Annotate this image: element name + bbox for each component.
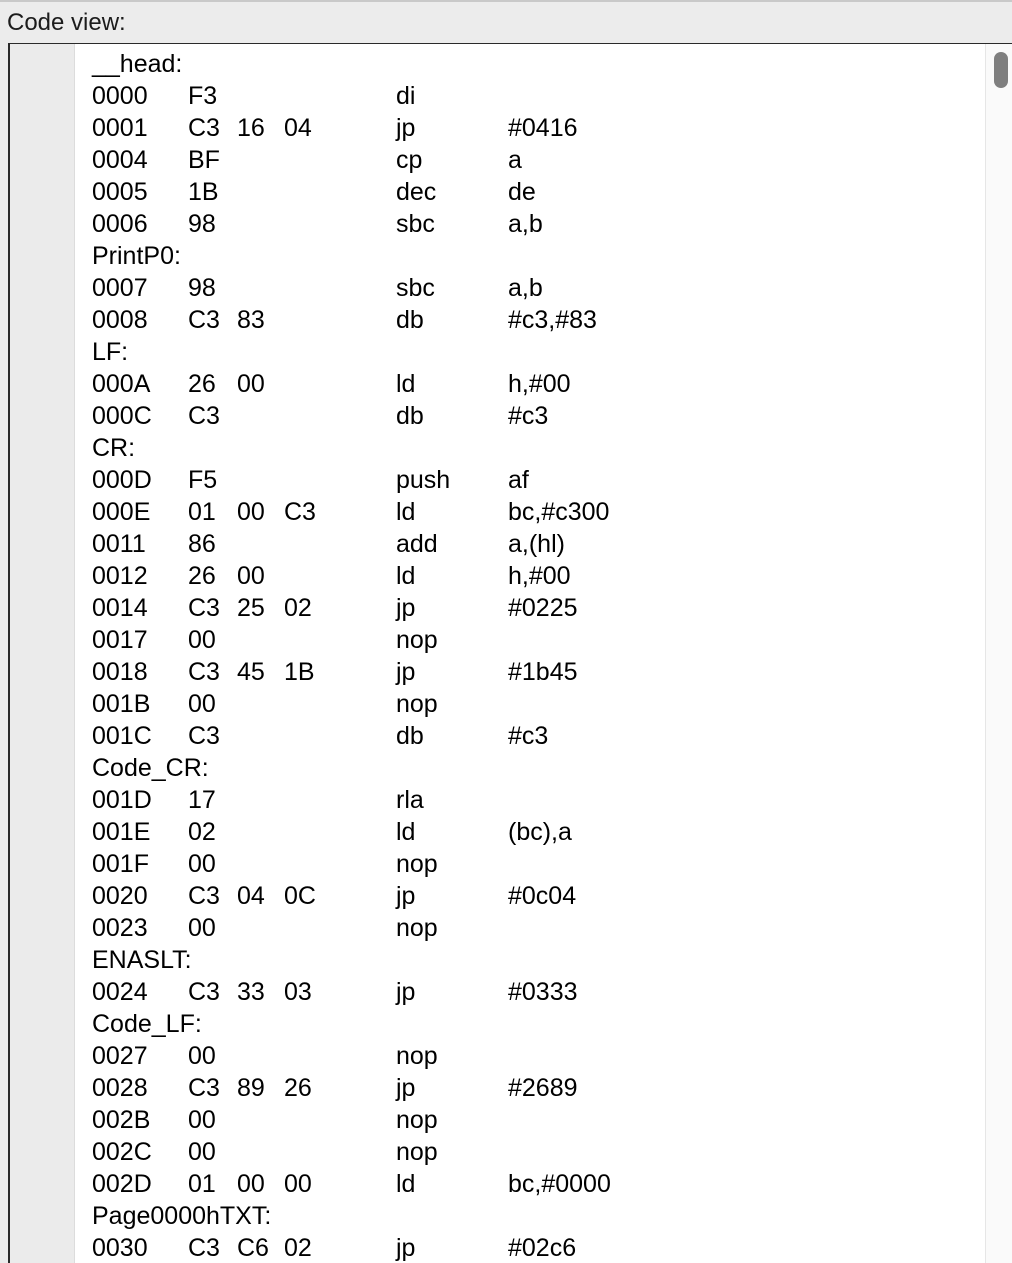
instruction-address: 000E [92, 498, 151, 526]
instruction-address: 0028 [92, 1074, 148, 1102]
instruction-address: 0000 [92, 82, 148, 110]
opcode-byte: 04 [237, 882, 265, 910]
instruction-operand: #0c04 [508, 882, 577, 910]
instruction-operand: a,b [508, 210, 543, 238]
opcode-byte: 02 [284, 1234, 312, 1262]
instruction-mnemonic: ld [396, 818, 416, 846]
instruction-mnemonic: jp [396, 1234, 416, 1262]
instruction-address: 001F [92, 850, 149, 878]
instruction-mnemonic: db [396, 402, 424, 430]
code-label: ENASLT: [92, 946, 192, 974]
instruction-operand: bc,#0000 [508, 1170, 611, 1198]
vertical-scrollbar[interactable] [985, 44, 1012, 1263]
instruction-row[interactable] [92, 1104, 972, 1136]
instruction-row[interactable] [92, 528, 972, 560]
opcode-byte: 26 [284, 1074, 312, 1102]
code-label: CR: [92, 434, 136, 462]
instruction-mnemonic: add [396, 530, 438, 558]
instruction-address: 002B [92, 1106, 151, 1134]
code-label-row[interactable] [92, 944, 972, 976]
instruction-row[interactable] [92, 144, 972, 176]
instruction-row[interactable] [92, 656, 972, 688]
instruction-operand: #c3 [508, 402, 549, 430]
code-label: Code_CR: [92, 754, 209, 782]
opcode-byte: 98 [188, 274, 216, 302]
opcode-byte: 03 [284, 978, 312, 1006]
code-label-row[interactable] [92, 752, 972, 784]
instruction-address: 0007 [92, 274, 148, 302]
code-label-row[interactable] [92, 240, 972, 272]
opcode-byte: 00 [188, 1138, 216, 1166]
instruction-mnemonic: jp [396, 114, 416, 142]
instruction-mnemonic: db [396, 306, 424, 334]
instruction-operand: de [508, 178, 536, 206]
instruction-operand: h,#00 [508, 562, 571, 590]
code-label: Page0000hTXT: [92, 1202, 272, 1230]
instruction-mnemonic: nop [396, 914, 438, 942]
instruction-operand: #2689 [508, 1074, 578, 1102]
instruction-address: 0027 [92, 1042, 148, 1070]
instruction-address: 0017 [92, 626, 148, 654]
opcode-byte: 26 [188, 562, 216, 590]
instruction-mnemonic: rla [396, 786, 424, 814]
opcode-byte: 01 [188, 498, 216, 526]
instruction-mnemonic: dec [396, 178, 437, 206]
opcode-byte: 0C [284, 882, 316, 910]
opcode-byte: C3 [188, 978, 220, 1006]
instruction-mnemonic: cp [396, 146, 423, 174]
instruction-address: 002D [92, 1170, 152, 1198]
opcode-byte: C6 [237, 1234, 269, 1262]
instruction-mnemonic: ld [396, 562, 416, 590]
instruction-address: 001D [92, 786, 152, 814]
instruction-address: 0018 [92, 658, 148, 686]
instruction-address: 0008 [92, 306, 148, 334]
instruction-mnemonic: jp [396, 882, 416, 910]
top-divider [0, 0, 1012, 2]
instruction-operand: #c3 [508, 722, 549, 750]
opcode-byte: C3 [188, 658, 220, 686]
opcode-byte: 26 [188, 370, 216, 398]
code-label: __head: [92, 50, 183, 78]
disassembly-listing[interactable] [92, 48, 972, 1263]
code-label-row[interactable] [92, 48, 972, 80]
instruction-row[interactable] [92, 80, 972, 112]
instruction-mnemonic: nop [396, 1106, 438, 1134]
opcode-byte: 00 [188, 1042, 216, 1070]
instruction-operand: (bc),a [508, 818, 572, 846]
opcode-byte: 00 [284, 1170, 312, 1198]
line-gutter[interactable] [10, 44, 75, 1263]
opcode-byte: 00 [188, 850, 216, 878]
opcode-byte: C3 [188, 594, 220, 622]
instruction-row[interactable] [92, 816, 972, 848]
instruction-mnemonic: jp [396, 1074, 416, 1102]
opcode-byte: 00 [237, 1170, 265, 1198]
opcode-byte: C3 [188, 1234, 220, 1262]
instruction-mnemonic: nop [396, 1042, 438, 1070]
instruction-mnemonic: sbc [396, 274, 435, 302]
opcode-byte: 16 [237, 114, 265, 142]
instruction-mnemonic: nop [396, 850, 438, 878]
instruction-operand: a,(hl) [508, 530, 565, 558]
code-label: PrintP0: [92, 242, 181, 270]
instruction-mnemonic: nop [396, 690, 438, 718]
opcode-byte: C3 [188, 306, 220, 334]
instruction-operand: h,#00 [508, 370, 571, 398]
scrollbar-thumb[interactable] [994, 52, 1008, 88]
instruction-address: 001C [92, 722, 152, 750]
instruction-row[interactable] [92, 1168, 972, 1200]
opcode-byte: 00 [188, 914, 216, 942]
opcode-byte: BF [188, 146, 220, 174]
instruction-address: 0011 [92, 530, 146, 558]
instruction-operand: bc,#c300 [508, 498, 610, 526]
instruction-address: 002C [92, 1138, 152, 1166]
opcode-byte: F5 [188, 466, 218, 494]
instruction-address: 000D [92, 466, 152, 494]
instruction-operand: #02c6 [508, 1234, 577, 1262]
code-label-row[interactable] [92, 432, 972, 464]
opcode-byte: C3 [188, 1074, 220, 1102]
instruction-mnemonic: nop [396, 626, 438, 654]
instruction-row[interactable] [92, 1136, 972, 1168]
instruction-row[interactable] [92, 176, 972, 208]
instruction-address: 0006 [92, 210, 148, 238]
instruction-row[interactable] [92, 1072, 972, 1104]
instruction-row[interactable] [92, 368, 972, 400]
instruction-row[interactable] [92, 1040, 972, 1072]
instruction-address: 0005 [92, 178, 148, 206]
code-view-title: Code view: [7, 9, 126, 36]
opcode-byte: 04 [284, 114, 312, 142]
instruction-row[interactable] [92, 976, 972, 1008]
opcode-byte: 98 [188, 210, 216, 238]
instruction-mnemonic: db [396, 722, 424, 750]
instruction-row[interactable] [92, 112, 972, 144]
instruction-row[interactable] [92, 592, 972, 624]
opcode-byte: C3 [188, 402, 220, 430]
opcode-byte: C3 [188, 722, 220, 750]
opcode-byte: C3 [284, 498, 316, 526]
instruction-address: 001E [92, 818, 151, 846]
instruction-address: 0030 [92, 1234, 148, 1262]
instruction-row[interactable] [92, 624, 972, 656]
instruction-address: 0020 [92, 882, 148, 910]
instruction-mnemonic: nop [396, 1138, 438, 1166]
opcode-byte: 45 [237, 658, 265, 686]
instruction-address: 001B [92, 690, 151, 718]
instruction-operand: #0225 [508, 594, 578, 622]
opcode-byte: 89 [237, 1074, 265, 1102]
instruction-mnemonic: push [396, 466, 451, 494]
code-view-panel[interactable] [8, 43, 1012, 1263]
opcode-byte: 1B [284, 658, 315, 686]
instruction-mnemonic: di [396, 82, 416, 110]
opcode-byte: 00 [188, 1106, 216, 1134]
instruction-row[interactable] [92, 560, 972, 592]
instruction-row[interactable] [92, 400, 972, 432]
instruction-row[interactable] [92, 720, 972, 752]
instruction-mnemonic: sbc [396, 210, 435, 238]
opcode-byte: 83 [237, 306, 265, 334]
instruction-row[interactable] [92, 848, 972, 880]
instruction-address: 0024 [92, 978, 148, 1006]
opcode-byte: 01 [188, 1170, 216, 1198]
opcode-byte: 02 [284, 594, 312, 622]
opcode-byte: 00 [237, 370, 265, 398]
opcode-byte: F3 [188, 82, 218, 110]
instruction-row[interactable] [92, 784, 972, 816]
instruction-operand: #0416 [508, 114, 578, 142]
instruction-address: 0023 [92, 914, 148, 942]
code-label: Code_LF: [92, 1010, 202, 1038]
instruction-operand: #c3,#83 [508, 306, 597, 334]
opcode-byte: 33 [237, 978, 265, 1006]
instruction-row[interactable] [92, 464, 972, 496]
opcode-byte: 17 [188, 786, 216, 814]
opcode-byte: 00 [188, 626, 216, 654]
opcode-byte: 1B [188, 178, 219, 206]
instruction-address: 0004 [92, 146, 148, 174]
instruction-address: 0001 [92, 114, 148, 142]
instruction-address: 000A [92, 370, 151, 398]
instruction-mnemonic: ld [396, 498, 416, 526]
instruction-operand: #0333 [508, 978, 578, 1006]
instruction-mnemonic: ld [396, 1170, 416, 1198]
instruction-row[interactable] [92, 912, 972, 944]
instruction-row[interactable] [92, 304, 972, 336]
instruction-row[interactable] [92, 688, 972, 720]
code-label-row[interactable] [92, 336, 972, 368]
instruction-mnemonic: jp [396, 594, 416, 622]
instruction-row[interactable] [92, 880, 972, 912]
instruction-row[interactable] [92, 208, 972, 240]
instruction-row[interactable] [92, 496, 972, 528]
instruction-address: 0012 [92, 562, 148, 590]
instruction-address: 000C [92, 402, 152, 430]
instruction-operand: a,b [508, 274, 543, 302]
instruction-operand: af [508, 466, 529, 494]
opcode-byte: 00 [188, 690, 216, 718]
opcode-byte: C3 [188, 882, 220, 910]
opcode-byte: 00 [237, 562, 265, 590]
instruction-mnemonic: jp [396, 978, 416, 1006]
opcode-byte: C3 [188, 114, 220, 142]
opcode-byte: 86 [188, 530, 216, 558]
code-label: LF: [92, 338, 129, 366]
opcode-byte: 02 [188, 818, 216, 846]
instruction-row[interactable] [92, 272, 972, 304]
instruction-operand: #1b45 [508, 658, 578, 686]
instruction-mnemonic: jp [396, 658, 416, 686]
code-label-row[interactable] [92, 1200, 972, 1232]
instruction-row[interactable] [92, 1232, 972, 1263]
instruction-address: 0014 [92, 594, 148, 622]
code-label-row[interactable] [92, 1008, 972, 1040]
instruction-mnemonic: ld [396, 370, 416, 398]
opcode-byte: 00 [237, 498, 265, 526]
instruction-operand: a [508, 146, 522, 174]
opcode-byte: 25 [237, 594, 265, 622]
